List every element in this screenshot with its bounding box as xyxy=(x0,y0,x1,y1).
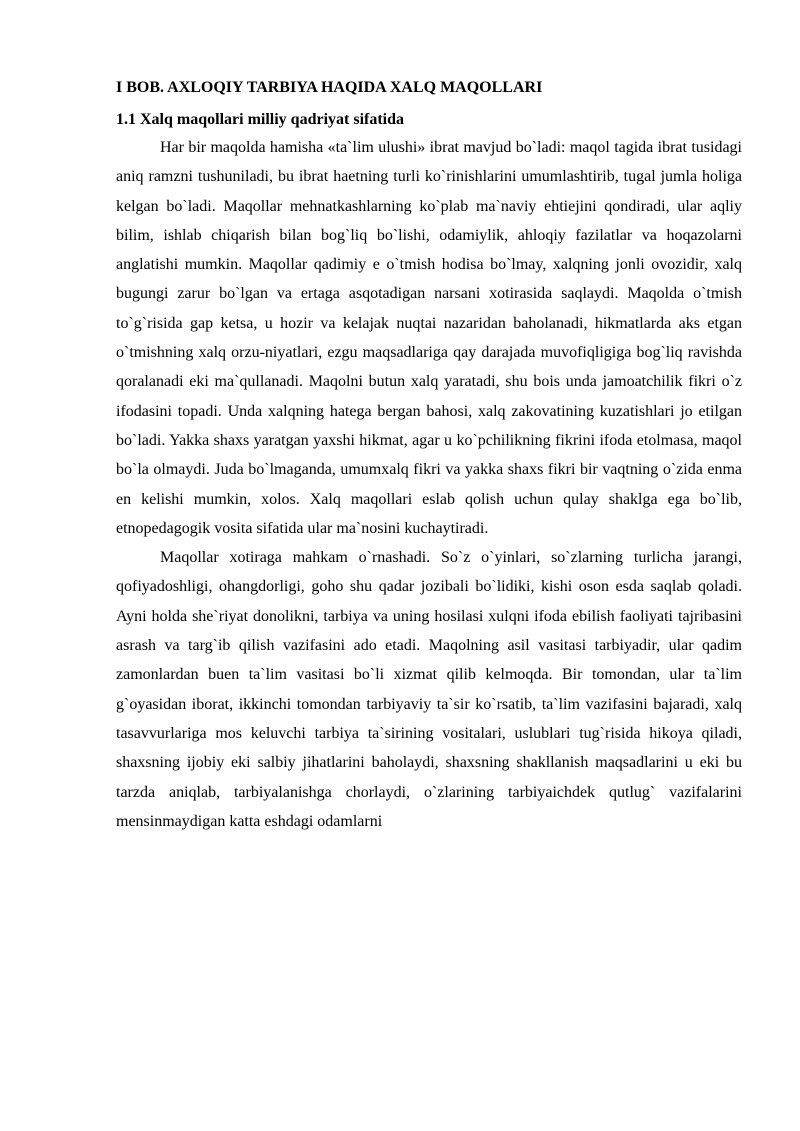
body-paragraph-2: Maqollar xotiraga mahkam o`rnashadi. So`z o`yinlari, so`zlarning turlicha jarangi, qofiyadoshligi, ohangdorligi, goho shu qadar jozibali bo`lidiki, kishi oson esda saqlab qoladi. Ayni holda she`riyat donolikni, tarbiya va uning hosilasi xulqni ifoda ebilish faoliyati tajribasini asrash va targ`ib qilish vazifasini ado etadi. Maqolning asil vasitasi tarbiyadir, ular qadim zamonlardan buen ta`lim vasitasi bo`li xizmat qilib kelmoqda. Bir tomondan, ular ta`lim g`oyasidan iborat, ikkinchi tomondan tarbiyaviy ta`sir ko`rsatib, ta`lim vazifasini bajaradi, xalq tasavvurlariga mos keluvchi tarbiya ta`sirining vositalari, uslublari tug`risida hikoya qiladi, shaxsning ijobiy eki salbiy jihatlarini baholaydi, shaxsning shakllanish maqsadlarini u eki bu tarzda aniqlab, tarbiyalanishga chorlaydi, o`zlarining tarbiyaichdek qutlug` vazifalarini mensinmaydigan katta eshdagi odamlarni xyxy=(116,549,742,830)
document-page xyxy=(116,76,742,836)
body-paragraph-1: Har bir maqolda hamisha «ta`lim ulushi» ibrat mavjud bo`ladi: maqol tagida ibrat tusidagi aniq ramzni tushuniladi, bu ibrat haetning turli ko`rinishlarini umumlashtirib, tugal jumla holiga kelgan bo`ladi. Maqollar mehnatkashlarning ko`plab ma`naviy ehtiejini qondiradi, ular aqliy bilim, ishlab chiqarish bilan bog`liq bo`lishi, odamiylik, ahloqiy fazilatlar va hoqazolarni anglatishi mumkin. Maqollar qadimiy e o`tmish hodisa bo`lmay, xalqning jonli ovozidir, xalq bugungi zarur bo`lgan va ertaga asqotadigan narsani xotirasida saqlaydi. Maqolda o`tmish to`g`risida gap ketsa, u hozir va kelajak nuqtai nazaridan baholanadi, hikmatlarda aks etgan o`tmishning xalq orzu-niyatlari, ezgu maqsadlariga qay darajada muvofiqligiga bog`liq ravishda qoralanadi eki ma`qullanadi. Maqolni butun xalq yaratadi, shu bois unda jamoatchilik fikri o`z ifodasini topadi. Unda xalqning hatega bergan bahosi, xalq zakovatining kuzatishlari jo etilgan bo`ladi. Yakka shaxs yaratgan yaxshi hikmat, agar u ko`pchilikning fikrini ifoda etolmasa, maqol bo`la olmaydi. Juda bo`lmaganda, umumxalq fikri va yakka shaxs fikri bir vaqtning o`zida enma en kelishi mumkin, xolos. Xalq maqollari eslab qolish uchun qulay shaklga ega bo`lib, etnopedagogik vosita sifatida ular ma`nosini kuchaytiradi. xyxy=(116,139,742,537)
chapter-title: I BOB. AXLOQIY TARBIYA HAQIDA XALQ MAQOLLARI xyxy=(116,79,543,96)
section-title: 1.1 Xalq maqollari milliy qadriyat sifatida xyxy=(116,111,405,128)
